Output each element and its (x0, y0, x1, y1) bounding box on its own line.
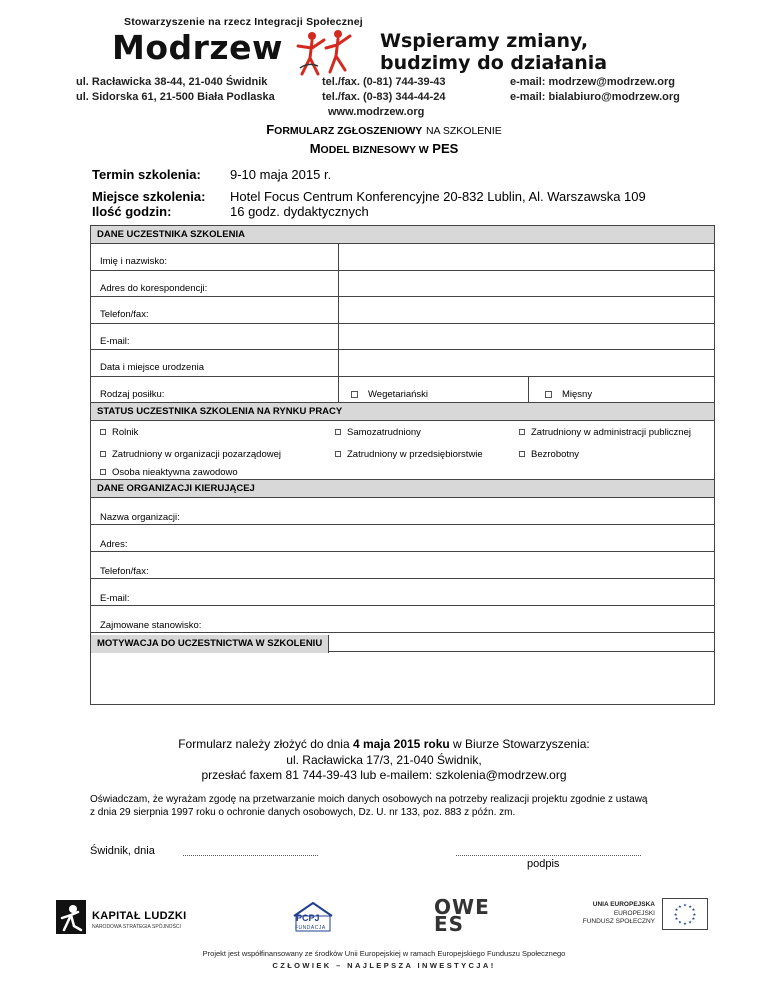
kapital-ludzki-logo (54, 896, 194, 936)
send-info: przesłać faxem 81 744-39-43 lub e-mailem: szkolenia@modrzew.org (201, 768, 567, 782)
status-option[interactable] (510, 427, 714, 438)
owes-line-2: ES (434, 912, 465, 936)
place-date-label: Świdnik, dnia (90, 845, 155, 857)
svg-text:★: ★ (674, 916, 679, 922)
status-option[interactable] (326, 427, 510, 438)
title-1-caps: ORMULARZ ZGŁOSZENIOWY (274, 125, 423, 137)
svg-text:★: ★ (683, 920, 687, 926)
org-name-field[interactable]: Nazwa organizacji: (91, 498, 714, 525)
title-1-rest: NA SZKOLENIE (425, 125, 502, 137)
consent-line-1: Oświadczam, że wyrażam zgodę na przetwarzanie moich danych osobowych na potrzeby realizacji projektu zgodnie z ustawą (90, 794, 648, 805)
hours-label: Ilość godzin: (92, 204, 172, 219)
title-2-caps: ODEL BIZNESOWY W (320, 144, 429, 156)
checkbox-icon[interactable] (545, 391, 552, 398)
org-email-field[interactable]: E-mail: (91, 579, 714, 606)
status-row (91, 421, 714, 443)
name-input[interactable] (339, 244, 714, 270)
position-field[interactable]: Zajmowane stanowisko: (91, 606, 714, 633)
participant-section-header: DANE UCZESTNIKA SZKOLENIA (91, 226, 714, 244)
motivation-header-row (91, 633, 714, 652)
brand-name: Modrzew (112, 28, 283, 67)
field-label: Telefon/fax: (91, 297, 339, 323)
status-option-label: Zatrudniony w organizacji pozarządowej (112, 448, 281, 460)
email-2[interactable]: e-mail: bialabiuro@modrzew.org (510, 91, 680, 103)
svg-text:★: ★ (677, 919, 682, 925)
org-address-field[interactable]: Adres: (91, 525, 714, 552)
deadline-text-b: w Biurze Stowarzyszenia: (453, 737, 590, 751)
form-subtitle (0, 141, 768, 156)
funding-note: Projekt jest współfinansowany ze środków Unii Europejskiej w ramach Europejskiego Funduszu Społecznego (202, 949, 566, 958)
hours-value: 16 godz. dydaktycznych (230, 204, 369, 219)
status-option[interactable] (326, 449, 510, 460)
eu-text (580, 901, 655, 927)
meal-option-vegetarian[interactable] (339, 377, 529, 403)
website-link[interactable]: www.modrzew.org (328, 106, 425, 118)
office-address: ul. Racławicka 17/3, 21-040 Świdnik, (286, 752, 482, 767)
participant-row (91, 271, 714, 298)
org-phone-field[interactable]: Telefon/fax: (91, 552, 714, 579)
signature-line[interactable] (456, 855, 641, 856)
status-row (91, 465, 714, 479)
phone-1: tel./fax. (0-81) 744-39-43 (322, 76, 446, 88)
signature-label: podpis (527, 858, 560, 870)
status-option[interactable] (91, 427, 326, 438)
place-value: Hotel Focus Centrum Konferencyjne 20-832 Lublin, Al. Warszawska 109 (230, 189, 646, 204)
organization-section-header: DANE ORGANIZACJI KIERUJĄCEJ (91, 480, 714, 498)
deadline-text-a: Formularz należy złożyć do dnia (178, 737, 350, 751)
checkbox-icon[interactable] (351, 391, 358, 398)
consent-statement (90, 793, 720, 819)
phones (322, 75, 446, 120)
status-row (91, 443, 714, 465)
meal-option-meat[interactable] (529, 377, 714, 403)
svg-text:★: ★ (691, 916, 696, 922)
kapital-ludzki-icon (56, 900, 86, 934)
meal-option-label: Wegetariański (368, 388, 429, 400)
motivation-section-header: MOTYWACJA DO UCZESTNICTWA W SZKOLENIU (91, 635, 329, 653)
address-input[interactable] (339, 271, 714, 297)
phone-2: tel./fax. (0-83) 344-44-24 (322, 91, 446, 103)
checkbox-icon[interactable] (100, 451, 106, 457)
checkbox-icon[interactable] (335, 429, 341, 435)
meal-option-label: Mięsny (562, 388, 593, 400)
deadline-date: 4 maja 2015 roku (352, 737, 450, 751)
deadline-line (0, 737, 768, 753)
participant-row (91, 244, 714, 271)
title-1-lead: F (266, 122, 275, 137)
title-2-end: PES (432, 141, 459, 156)
svg-text:★: ★ (692, 911, 697, 917)
emails (510, 75, 680, 105)
status-section-header: STATUS UCZESTNIKA SZKOLENIA NA RYNKU PRACY (91, 403, 714, 421)
pcpj-sub: FUNDACJA (295, 925, 326, 931)
form-title (0, 122, 768, 137)
org-full-name: Stowarzyszenie na rzecz Integracji Społecznej (124, 16, 363, 28)
status-option-label: Zatrudniony w przedsiębiorstwie (347, 448, 483, 460)
eu-line-1: UNIA EUROPEJSKA (592, 901, 655, 908)
phone-input[interactable] (339, 297, 714, 323)
birth-input[interactable] (339, 350, 714, 376)
field-label: E-mail: (91, 324, 339, 350)
eu-line-3: FUNDUSZ SPOŁECZNY (582, 918, 655, 925)
slogan-line-1: Wspieramy zmiany, (380, 30, 589, 52)
address-1: ul. Racławicka 38-44, 21-040 Świdnik (76, 76, 268, 88)
people-logo-icon (290, 28, 360, 80)
svg-text:★: ★ (688, 919, 693, 925)
slogan-line-2: budzimy do działania (380, 52, 608, 74)
pcpj-name: PCPJ (296, 913, 320, 923)
status-option-label: Zatrudniony w administracji publicznej (531, 426, 691, 438)
field-label: Data i miejsce urodzenia (91, 350, 339, 376)
status-option-label: Rolnik (112, 426, 139, 438)
submission-info (0, 737, 768, 784)
svg-text:★: ★ (677, 903, 682, 909)
status-option-label: Osoba nieaktywna zawodowo (112, 466, 238, 478)
consent-line-2: z dnia 29 sierpnia 1997 roku o ochronie danych osobowych, Dz. U. nr 133, poz. 883 z późn. zm. (90, 807, 516, 818)
status-option[interactable] (91, 449, 326, 460)
participant-row (91, 350, 714, 377)
meal-label: Rodzaj posiłku: (91, 377, 339, 403)
kl-sub: NARODOWA STRATEGIA SPÓJNOŚCI (92, 924, 181, 930)
status-option[interactable] (91, 467, 326, 478)
status-options (91, 421, 714, 480)
eu-flag-icon (662, 898, 708, 930)
svg-text:★: ★ (688, 903, 693, 909)
checkbox-icon[interactable] (100, 429, 106, 435)
owes-line-1: OWE (434, 895, 490, 919)
svg-text:★: ★ (673, 911, 678, 917)
registration-form (90, 225, 715, 705)
checkbox-icon[interactable] (100, 469, 106, 475)
checkbox-icon[interactable] (519, 451, 525, 457)
field-label: Imię i nazwisko: (91, 244, 339, 270)
svg-text:★: ★ (683, 902, 687, 908)
checkbox-icon[interactable] (519, 429, 525, 435)
svg-text:★: ★ (691, 907, 696, 913)
email-1[interactable]: e-mail: modrzew@modrzew.org (510, 76, 675, 88)
addresses (76, 75, 275, 105)
place-label: Miejsce szkolenia: (92, 189, 206, 204)
slogan (380, 30, 607, 74)
owes-logo (434, 895, 490, 936)
title-2-lead: M (309, 141, 321, 156)
address-2: ul. Sidorska 61, 21-500 Biała Podlaska (76, 91, 275, 103)
meal-row (91, 377, 714, 404)
checkbox-icon[interactable] (335, 451, 341, 457)
participant-row (91, 324, 714, 351)
term-label: Termin szkolenia: (92, 167, 201, 182)
term-value: 9-10 maja 2015 r. (230, 167, 332, 182)
status-option-label: Bezrobotny (531, 448, 580, 460)
motivation-textarea[interactable] (91, 652, 714, 704)
eu-line-2: EUROPEJSKI (613, 909, 655, 917)
motto: CZŁOWIEK – NAJLEPSZA INWESTYCJA! (272, 961, 496, 970)
participant-row (91, 297, 714, 324)
status-option-label: Samozatrudniony (347, 426, 421, 438)
date-line[interactable] (183, 855, 318, 856)
kl-name: KAPITAŁ LUDZKI (92, 910, 187, 922)
status-option[interactable] (510, 449, 714, 460)
svg-text:★: ★ (674, 907, 679, 913)
field-label: Adres do korespondencji: (91, 271, 339, 297)
email-input[interactable] (339, 324, 714, 350)
